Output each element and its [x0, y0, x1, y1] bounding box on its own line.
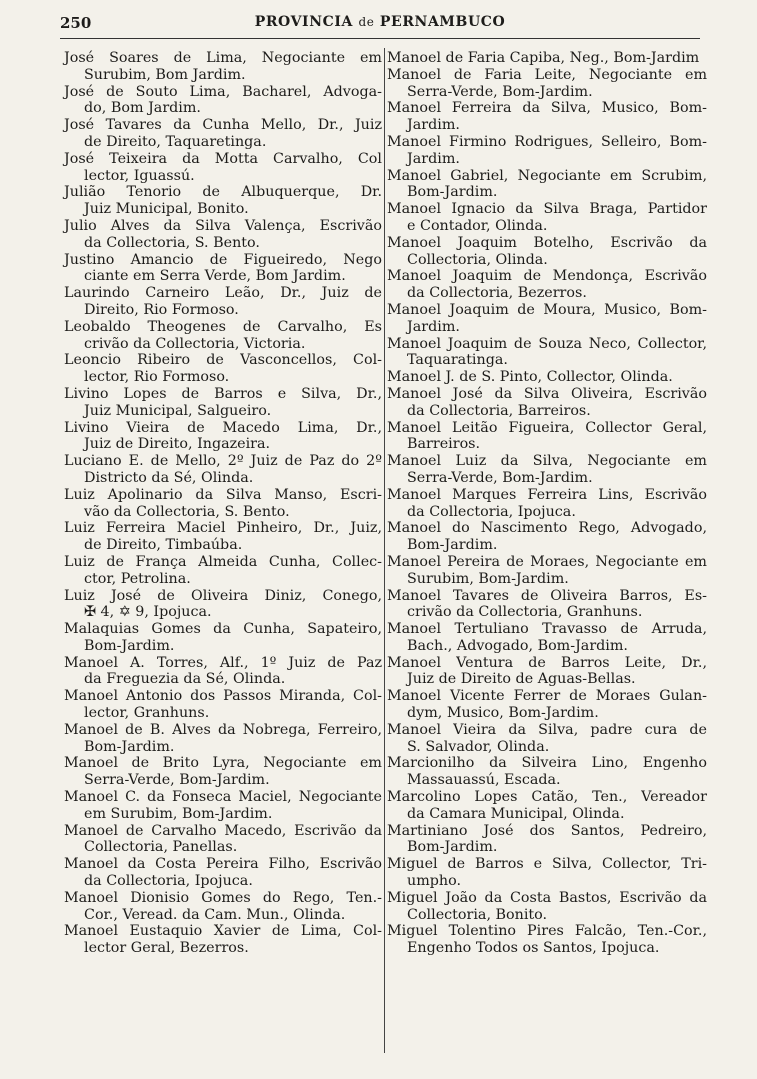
directory-entry [387, 50, 707, 67]
entry-name-line: Manoel Vieira da Silva, padre cura de [387, 721, 707, 738]
entry-name-line: Manoel Leitão Figueira, Collector Geral, [387, 419, 707, 436]
directory-entry [64, 151, 382, 185]
entry-continuation-line: Bom-Jardim. [84, 637, 175, 654]
entry-name-line: Malaquias Gomes da Cunha, Sapateiro, [64, 621, 382, 638]
entry-name-line: Manoel de Carvalho Macedo, Escrivão da [64, 822, 382, 839]
directory-entry [387, 268, 707, 302]
directory-entry [64, 856, 382, 890]
entry-name-line: Julião Tenorio de Albuquerque, Dr. [64, 184, 382, 201]
directory-entry [387, 923, 707, 957]
entry-name-line: Manoel Antonio dos Passos Miranda, Col- [64, 688, 382, 705]
entry-continuation-line: Serra-Verde, Bom-Jardim. [407, 83, 593, 100]
directory-entry [387, 823, 707, 857]
directory-entry [387, 688, 707, 722]
entry-continuation-line: da Collectoria, Ipojuca. [407, 503, 576, 520]
entry-continuation-line: Collectoria, Bonito. [407, 906, 548, 923]
directory-entry [64, 184, 382, 218]
directory-entry [64, 285, 382, 319]
entry-name-line: Manoel A. Torres, Alf., 1º Juiz de Paz [64, 654, 382, 671]
entry-continuation-line: Engenho Todos os Santos, Ipojuca. [407, 940, 660, 957]
directory-entry [387, 588, 707, 622]
directory-entry [64, 890, 382, 924]
entry-name-line: Miguel João da Costa Bastos, Escrivão da [387, 889, 707, 906]
entry-continuation-line: Juiz de Direito de Aguas-Bellas. [407, 671, 636, 688]
directory-entry [387, 369, 707, 386]
entry-name-line: Manoel Tavares de Oliveira Barros, Es- [387, 587, 707, 604]
entry-continuation-line: Bom-Jardim. [407, 537, 498, 554]
entry-continuation-line: dym, Musico, Bom-Jardim. [407, 705, 599, 722]
entry-continuation-line: Juiz Municipal, Salgueiro. [84, 402, 272, 419]
entry-continuation-line: Massauassú, Escada. [407, 772, 561, 789]
title-de: de [358, 15, 375, 29]
directory-entry [387, 168, 707, 202]
directory-entry [64, 621, 382, 655]
directory-entry [387, 420, 707, 454]
entry-name-line: Martiniano José dos Santos, Pedreiro, [387, 822, 707, 839]
directory-entry [64, 117, 382, 151]
entry-name-line: Manoel de Faria Capiba, Neg., Bom-Jardim [387, 50, 700, 66]
entry-continuation-line: de Direito, Timbaúba. [84, 537, 243, 554]
entry-name-line: Manoel de Brito Lyra, Negociante em [64, 755, 382, 772]
entry-continuation-line: da Freguezia da Sé, Olinda. [84, 671, 286, 688]
directory-entry [387, 890, 707, 924]
entry-name-line: Manoel da Costa Pereira Filho, Escrivão [64, 856, 382, 873]
entry-continuation-line: vão da Collectoria, S. Bento. [84, 503, 290, 520]
column-divider [384, 48, 385, 1053]
entry-name-line: Manoel Joaquim de Moura, Musico, Bom- [387, 301, 707, 318]
directory-entry [64, 386, 382, 420]
directory-entry [64, 655, 382, 689]
entry-continuation-line: Barreiros. [407, 436, 481, 453]
directory-entry [64, 252, 382, 286]
entry-name-line: Leoncio Ribeiro de Vasconcellos, Col- [64, 352, 382, 369]
entry-name-line: Manoel Eustaquio Xavier de Lima, Col- [64, 923, 382, 940]
entry-continuation-line: umpho. [407, 873, 462, 890]
entry-continuation-line: da Collectoria, Bezerros. [407, 285, 587, 302]
entry-continuation-line: ✠ 4, ✡ 9, Ipojuca. [84, 604, 212, 621]
entry-continuation-line: Taquaratinga. [407, 352, 508, 369]
directory-entry [64, 420, 382, 454]
directory-entry [64, 789, 382, 823]
directory-entry [64, 554, 382, 588]
directory-entry [64, 588, 382, 622]
entry-continuation-line: Direito, Rio Formoso. [84, 301, 239, 318]
directory-entry [387, 386, 707, 420]
entry-continuation-line: Jardim. [407, 318, 460, 335]
directory-entry [387, 520, 707, 554]
entry-name-line: Marcolino Lopes Catão, Ten., Vereador [387, 789, 707, 806]
directory-entry [64, 487, 382, 521]
entry-name-line: Laurindo Carneiro Leão, Dr., Juiz de [64, 285, 382, 302]
entry-continuation-line: em Surubim, Bom-Jardim. [84, 805, 273, 822]
entry-continuation-line: Jardim. [407, 117, 460, 134]
entry-name-line: Manoel Gabriel, Negociante em Scrubim, [387, 167, 707, 184]
directory-entry [387, 302, 707, 336]
entry-name-line: Manoel Firmino Rodrigues, Selleiro, Bom- [387, 133, 707, 150]
right-column [387, 50, 707, 957]
directory-entry [387, 755, 707, 789]
entry-name-line: Manoel Joaquim Botelho, Escrivão da [387, 234, 707, 251]
directory-entry [387, 134, 707, 168]
directory-entry [64, 84, 382, 118]
entry-name-line: Livino Lopes de Barros e Silva, Dr., [64, 385, 382, 402]
directory-entry [387, 67, 707, 101]
directory-entry [64, 352, 382, 386]
entry-continuation-line: lector Geral, Bezerros. [84, 940, 249, 957]
entry-continuation-line: da Collectoria, Barreiros. [407, 402, 591, 419]
entry-continuation-line: Surubim, Bom-Jardim. [407, 570, 569, 587]
entry-continuation-line: lector, Iguassú. [84, 167, 195, 184]
entry-name-line: Manoel Ventura de Barros Leite, Dr., [387, 654, 707, 671]
entry-continuation-line: ctor, Petrolina. [84, 570, 191, 587]
entry-name-line: Manoel Joaquim de Souza Neco, Collector, [387, 335, 707, 352]
entry-name-line: Leobaldo Theogenes de Carvalho, Es [64, 318, 382, 335]
entry-continuation-line: de Direito, Taquaretinga. [84, 133, 267, 150]
entry-name-line: Julio Alves da Silva Valença, Escrivão [64, 217, 382, 234]
entry-name-line: Luciano E. de Mello, 2º Juiz de Paz do 2º [64, 453, 382, 470]
entry-continuation-line: Districto da Sé, Olinda. [84, 469, 254, 486]
entry-continuation-line: crivão da Collectoria, Victoria. [84, 335, 306, 352]
entry-continuation-line: Bach., Advogado, Bom-Jardim. [407, 637, 628, 654]
directory-entry [64, 319, 382, 353]
page-header [60, 8, 700, 39]
directory-entry [64, 755, 382, 789]
entry-name-line: Manoel José da Silva Oliveira, Escrivão [387, 385, 707, 402]
left-column [64, 50, 382, 957]
directory-entry [64, 823, 382, 857]
directory-entry [387, 655, 707, 689]
entry-continuation-line: Collectoria, Olinda. [407, 251, 548, 268]
entry-name-line: Manoel Dionisio Gomes do Rego, Ten.- [64, 889, 382, 906]
entry-continuation-line: ciante em Serra Verde, Bom Jardim. [84, 268, 346, 285]
entry-continuation-line: Serra-Verde, Bom-Jardim. [84, 772, 270, 789]
directory-entry [387, 100, 707, 134]
directory-entry [64, 722, 382, 756]
entry-name-line: Manoel Pereira de Moraes, Negociante em [387, 553, 707, 570]
entry-continuation-line: da Collectoria, Ipojuca. [84, 873, 253, 890]
entry-name-line: Manoel Vicente Ferrer de Moraes Gulan- [387, 688, 707, 705]
title-part1: PROVINCIA [254, 14, 353, 30]
entry-continuation-line: do, Bom Jardim. [84, 100, 201, 117]
directory-entry [387, 453, 707, 487]
directory-entry [387, 235, 707, 269]
entry-name-line: Manoel C. da Fonseca Maciel, Negociante [64, 789, 382, 806]
entry-continuation-line: lector, Granhuns. [84, 705, 210, 722]
entry-name-line: Manoel Ignacio da Silva Braga, Partidor [387, 201, 707, 218]
directory-entry [387, 554, 707, 588]
directory-entry [387, 722, 707, 756]
entry-name-line: José Teixeira da Motta Carvalho, Col [64, 150, 382, 167]
entry-continuation-line: Juiz Municipal, Bonito. [84, 201, 249, 218]
directory-entry [64, 453, 382, 487]
entry-name-line: José Soares de Lima, Negociante em [64, 50, 382, 66]
directory-entry [387, 487, 707, 521]
entry-continuation-line: lector, Rio Formoso. [84, 369, 230, 386]
entry-continuation-line: Bom-Jardim. [407, 839, 498, 856]
entry-name-line: Manoel do Nascimento Rego, Advogado, [387, 520, 707, 537]
entry-continuation-line: Surubim, Bom Jardim. [84, 66, 246, 83]
directory-entry [387, 336, 707, 370]
page-title [60, 14, 700, 30]
entry-continuation-line: Juiz de Direito, Ingazeira. [84, 436, 271, 453]
entry-name-line: Manoel Luiz da Silva, Negociante em [387, 453, 707, 470]
entry-name-line: Manoel de B. Alves da Nobrega, Ferreiro, [64, 721, 382, 738]
directory-entry [387, 201, 707, 235]
directory-entry [387, 621, 707, 655]
entry-continuation-line: da Collectoria, S. Bento. [84, 234, 260, 251]
directory-entry [64, 520, 382, 554]
entry-name-line: Marcionilho da Silveira Lino, Engenho [387, 755, 707, 772]
entry-name-line: Livino Vieira de Macedo Lima, Dr., [64, 419, 382, 436]
title-part2: PERNAMBUCO [379, 14, 506, 30]
entry-name-line: Manoel J. de S. Pinto, Collector, Olinda. [387, 369, 673, 386]
entry-name-line: Luiz Apolinario da Silva Manso, Escri- [64, 486, 382, 503]
entry-continuation-line: crivão da Collectoria, Granhuns. [407, 604, 643, 621]
entry-continuation-line: Jardim. [407, 150, 460, 167]
entry-name-line: Manoel Joaquim de Mendonça, Escrivão [387, 268, 707, 285]
directory-entry [387, 789, 707, 823]
page-number: 250 [60, 14, 92, 32]
entry-continuation-line: Serra-Verde, Bom-Jardim. [407, 469, 593, 486]
directory-entry [387, 856, 707, 890]
entry-name-line: Justino Amancio de Figueiredo, Nego [64, 251, 382, 268]
directory-entry [64, 688, 382, 722]
directory-entry [64, 218, 382, 252]
entry-continuation-line: Collectoria, Panellas. [84, 839, 238, 856]
entry-name-line: Manoel de Faria Leite, Negociante em [387, 66, 707, 83]
entry-name-line: José Tavares da Cunha Mello, Dr., Juiz [64, 117, 382, 134]
entry-continuation-line: S. Salvador, Olinda. [407, 738, 550, 755]
entry-name-line: Manoel Ferreira da Silva, Musico, Bom- [387, 100, 707, 117]
entry-continuation-line: Bom-Jardim. [407, 184, 498, 201]
entry-name-line: Luiz de França Almeida Cunha, Collec- [64, 553, 382, 570]
entry-name-line: José de Souto Lima, Bacharel, Advoga- [64, 83, 382, 100]
entry-continuation-line: Cor., Veread. da Cam. Mun., Olinda. [84, 906, 346, 923]
entry-name-line: Manoel Tertuliano Travasso de Arruda, [387, 621, 707, 638]
directory-entry [64, 923, 382, 957]
entry-continuation-line: da Camara Municipal, Olinda. [407, 805, 625, 822]
entry-continuation-line: e Contador, Olinda. [407, 217, 548, 234]
entry-name-line: Manoel Marques Ferreira Lins, Escrivão [387, 486, 707, 503]
entry-name-line: Luiz Ferreira Maciel Pinheiro, Dr., Juiz, [64, 520, 382, 537]
entry-continuation-line: Bom-Jardim. [84, 738, 175, 755]
entry-name-line: Luiz José de Oliveira Diniz, Conego, [64, 587, 382, 604]
entry-name-line: Miguel de Barros e Silva, Collector, Tri- [387, 856, 707, 873]
entry-name-line: Miguel Tolentino Pires Falcão, Ten.-Cor., [387, 923, 707, 940]
directory-entry [64, 50, 382, 84]
